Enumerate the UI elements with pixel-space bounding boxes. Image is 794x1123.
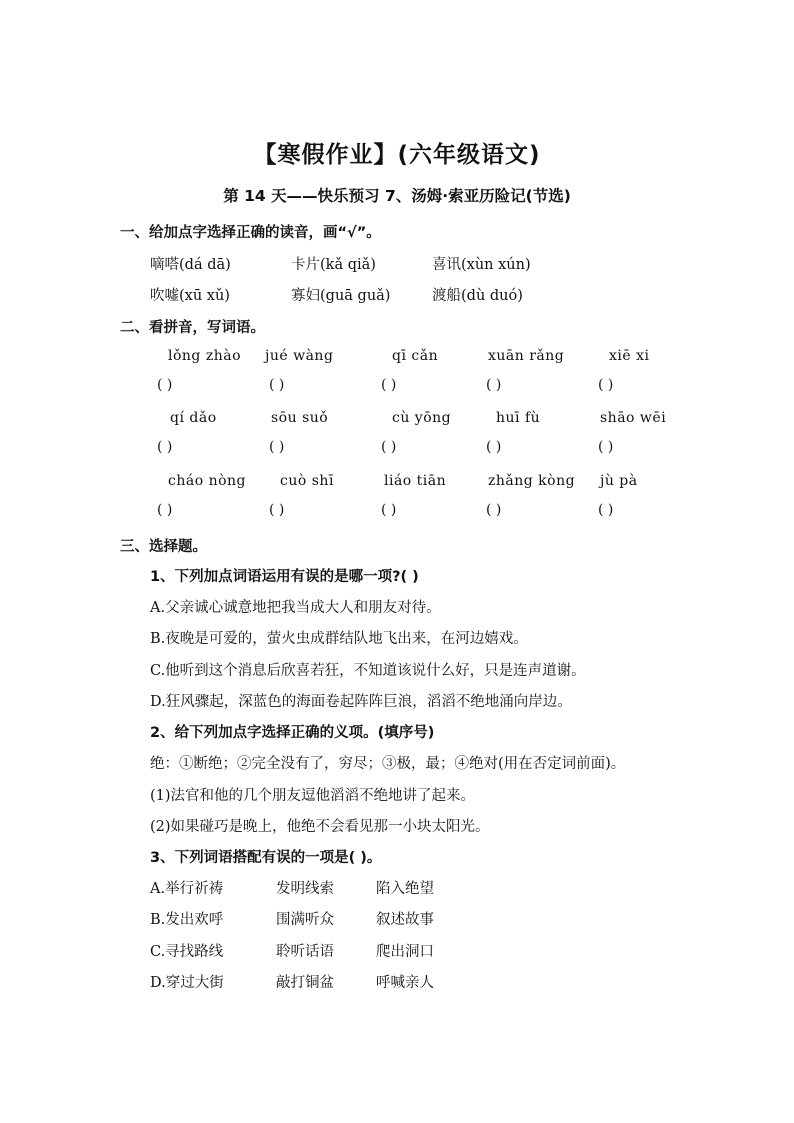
answer-blank[interactable]: ( ) [598,439,614,455]
pronunciation-item: 嘀嗒(dá dā) [150,257,231,273]
answer-blank[interactable]: ( ) [157,502,173,518]
option-c[interactable]: C.寻找路线 [150,944,224,960]
answer-blank[interactable]: ( ) [157,439,173,455]
pinyin-label: qí dǎo [170,410,217,426]
pinyin-label: cháo nòng [168,473,247,489]
option-d[interactable]: D.穿过大街 [150,975,224,991]
option-c[interactable]: C.他听到这个消息后欣喜若狂，不知道该说什么好，只是连声道谢。 [150,663,586,679]
question-2-title: 2、给下列加点字选择正确的义项。(填序号) [150,725,435,741]
word-pair: 发明线索 [276,881,334,897]
word-pair: 爬出洞口 [376,944,434,960]
pinyin-label: xiē xi [609,348,650,364]
sentence-item: (1)法官和他的几个朋友逗他滔滔不绝地讲了起来。 [150,788,476,804]
pinyin-label: lǒng zhào [168,348,242,364]
pinyin-label: qī cǎn [392,348,439,364]
pinyin-label: sōu suǒ [271,410,329,426]
pinyin-label: jù pà [600,473,638,489]
option-b[interactable]: B.夜晚是可爱的，萤火虫成群结队地飞出来，在河边嬉戏。 [150,631,528,647]
word-pair: 陷入绝望 [376,881,434,897]
word-pair: 聆听话语 [276,944,334,960]
option-a[interactable]: A.举行祈祷 [150,881,224,897]
section2-heading: 二、看拼音，写词语。 [120,320,265,336]
answer-blank[interactable]: ( ) [269,439,285,455]
pinyin-label: cù yōng [392,410,452,426]
answer-blank[interactable]: ( ) [486,502,502,518]
pinyin-label: cuò shī [280,473,334,489]
pronunciation-item: 喜讯(xùn xún) [432,257,531,273]
word-pair: 叙述故事 [376,912,434,928]
pronunciation-item: 渡船(dù duó) [432,288,523,304]
answer-blank[interactable]: ( ) [269,502,285,518]
pronunciation-item: 吹嘘(xū xǔ) [150,288,230,304]
answer-blank[interactable]: ( ) [598,502,614,518]
option-a[interactable]: A.父亲诚心诚意地把我当成大人和朋友对待。 [150,600,441,616]
question-3-title: 3、下列词语搭配有误的一项是( )。 [150,850,382,866]
answer-blank[interactable]: ( ) [598,377,614,393]
pronunciation-item: 卡片(kǎ qiǎ) [291,257,376,273]
word-pair: 围满听众 [276,912,334,928]
section3-heading: 三、选择题。 [120,539,207,555]
pinyin-label: zhǎng kòng [488,473,576,489]
answer-blank[interactable]: ( ) [486,439,502,455]
answer-blank[interactable]: ( ) [486,377,502,393]
sentence-item: (2)如果碰巧是晚上，他绝不会看见那一小块太阳光。 [150,819,490,835]
word-pair: 敲打铜盆 [276,975,334,991]
answer-blank[interactable]: ( ) [381,377,397,393]
page-title: 【寒假作业】(六年级语文) [253,142,541,168]
question-1-title: 1、下列加点词语运用有误的是哪一项?( ) [150,569,419,585]
answer-blank[interactable]: ( ) [269,377,285,393]
pinyin-label: shāo wēi [600,410,667,426]
section1-heading: 一、给加点字选择正确的读音，画“√”。 [120,225,381,241]
pronunciation-item: 寡妇(guā guǎ) [291,288,391,304]
meaning-list: 绝：①断绝；②完全没有了，穷尽；③极，最；④绝对(用在否定词前面)。 [150,756,626,772]
option-d[interactable]: D.狂风骤起，深蓝色的海面卷起阵阵巨浪，滔滔不绝地涌向岸边。 [150,694,572,710]
answer-blank[interactable]: ( ) [381,502,397,518]
pinyin-label: huī fù [496,410,541,426]
answer-blank[interactable]: ( ) [157,377,173,393]
page-subtitle: 第 14 天——快乐预习 7、汤姆·索亚历险记(节选) [223,187,571,205]
pinyin-label: jué wàng [265,348,334,364]
pinyin-label: xuān rǎng [488,348,565,364]
pinyin-label: liáo tiān [384,473,447,489]
answer-blank[interactable]: ( ) [381,439,397,455]
option-b[interactable]: B.发出欢呼 [150,912,224,928]
word-pair: 呼喊亲人 [376,975,434,991]
